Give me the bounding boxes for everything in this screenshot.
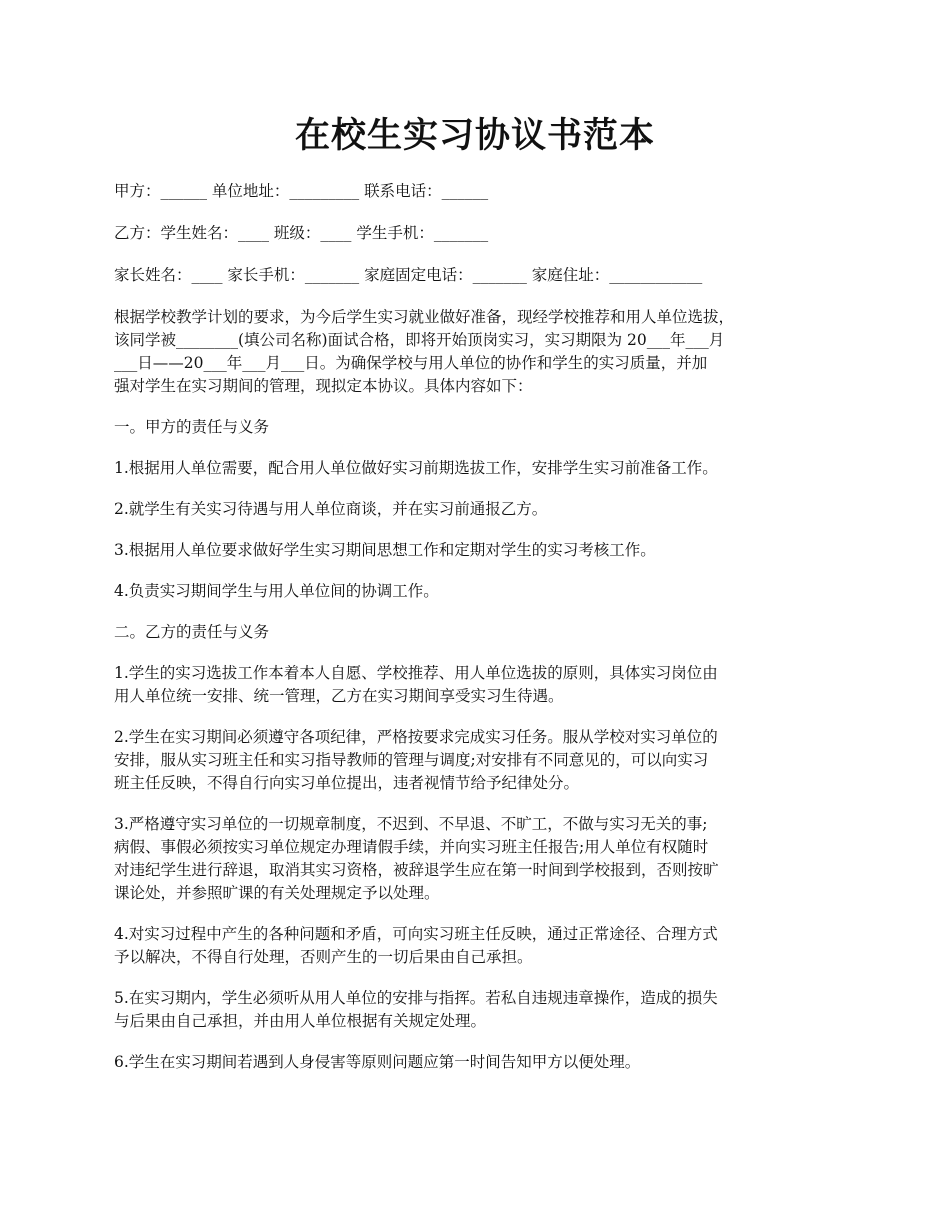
document-body	[114, 180, 844, 1092]
clause-line: 1.学生的实习选拔工作本着本人自愿、学校推荐、用人单位选拔的原则，具体实习岗位由	[114, 664, 718, 682]
clause-line: 2.就学生有关实习待遇与用人单位商谈，并在实习前通报乙方。	[114, 500, 548, 518]
section-2-item	[114, 813, 844, 905]
clause-line: 4.对实习过程中产生的各种问题和矛盾，可向实习班主任反映，通过正常途径、合理方式	[114, 925, 718, 943]
intro-line: 强对学生在实习期间的管理，现拟定本协议。具体内容如下：	[114, 377, 533, 395]
section-2-heading: 二。乙方的责任与义务	[114, 623, 270, 641]
clause-line: 3.严格遵守实习单位的一切规章制度，不迟到、不早退、不旷工，不做与实习无关的事;	[114, 815, 708, 833]
intro-paragraph	[114, 306, 844, 398]
section-1-heading: 一。甲方的责任与义务	[114, 418, 270, 436]
clause-line: 6.学生在实习期间若遇到人身侵害等原则问题应第一时间告知甲方以便处理。	[114, 1053, 641, 1071]
section-2-item	[114, 1051, 844, 1074]
party-b-line: 乙方：学生姓名：____ 班级：____ 学生手机：_______	[114, 224, 489, 242]
intro-line: ___日——20___年___月___日。为确保学校与用人单位的协作和学生的实习质量，并加	[114, 354, 708, 372]
clause-line: 3.根据用人单位要求做好学生实习期间思想工作和定期对学生的实习考核工作。	[114, 541, 656, 559]
clause-line: 病假、事假必须按实习单位规定办理请假手续，并向实习班主任报告;用人单位有权随时	[114, 838, 709, 856]
section-1-item	[114, 539, 844, 562]
clause-line: 与后果由自己承担，并由用人单位根据有关规定处理。	[114, 1012, 487, 1030]
clause-line: 对违纪学生进行辞退，取消其实习资格，被辞退学生应在第一时间到学校报到，否则按旷	[114, 861, 719, 879]
clause-line: 1.根据用人单位需要，配合用人单位做好实习前期选拔工作，安排学生实习前准备工作。	[114, 459, 718, 477]
clause-line: 班主任反映，不得自行向实习单位提出，违者视情节给予纪律处分。	[114, 774, 580, 792]
section-2-item	[114, 726, 844, 795]
parent-info-line: 家长姓名：____ 家长手机：_______ 家庭固定电话：_______ 家庭住址：____________	[114, 266, 703, 284]
clause-line: 予以解决，不得自行处理，否则产生的一切后果由自己承担。	[114, 948, 533, 966]
section-1-item	[114, 457, 844, 480]
section-2-item	[114, 662, 844, 708]
intro-line: 根据学校教学计划的要求，为今后学生实习就业做好准备，现经学校推荐和用人单位选拔，	[114, 308, 735, 326]
clause-line: 安排，服从实习班主任和实习指导教师的管理与调度;对安排有不同意见的，可以向实习	[114, 751, 709, 769]
clause-line: 4.负责实习期间学生与用人单位间的协调工作。	[114, 582, 439, 600]
intro-line: 该同学被________(填公司名称)面试合格，即将开始顶岗实习，实习期限为 20___年___月	[114, 331, 725, 349]
clause-line: 5.在实习期内，学生必须听从用人单位的安排与指挥。若私自违规违章操作，造成的损失	[114, 989, 718, 1007]
document-title: 在校生实习协议书范本	[294, 115, 655, 156]
party-a-line: 甲方：______ 单位地址：_________ 联系电话：______	[114, 182, 489, 200]
section-1-item	[114, 580, 844, 603]
section-2-item	[114, 987, 844, 1033]
section-1-item	[114, 498, 844, 521]
section-2-item	[114, 923, 844, 969]
clause-line: 2.学生在实习期间必须遵守各项纪律，严格按要求完成实习任务。服从学校对实习单位的	[114, 728, 718, 746]
clause-line: 课论处，并参照旷课的有关处理规定予以处理。	[114, 884, 440, 902]
clause-line: 用人单位统一安排、统一管理，乙方在实习期间享受实习生待遇。	[114, 687, 564, 705]
